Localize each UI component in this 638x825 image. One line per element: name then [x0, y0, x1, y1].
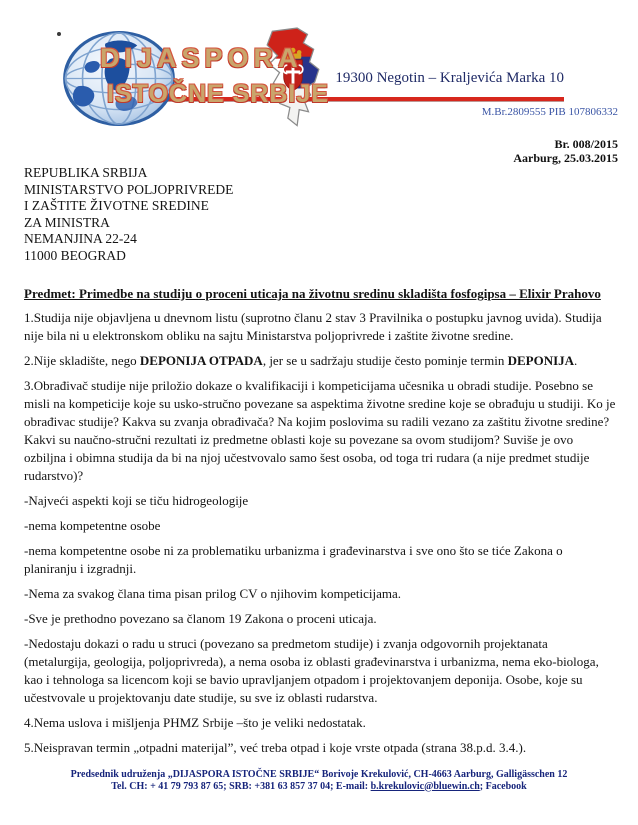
- remark-cv: -Nema za svakog člana tima pisan prilog CV o njihovim kompeticijama.: [24, 586, 402, 601]
- paragraph-2-text: , jer se u sadržaju studije često pominje termin: [262, 353, 508, 368]
- footer-president-line: Predsednik udruženja „DIJASPORA ISTOČNE SRBIJE“ Borivoje Krekulović, CH-4663 Aarburg, Galligässchen 12: [70, 769, 568, 780]
- paragraph-5: 5.Neispravan termin „otpadni materijal”, već treba otpad i koje vrste otpada (strana 38.p.d. 3.4.).: [24, 740, 527, 755]
- paragraph-2-bold-term: DEPONIJA: [507, 353, 575, 368]
- remark-missing-evidence: -Nedostaju dokazi o radu u struci (povezano sa predmetom studije) i zvanja odgovornih projektanata (metalurgija, geologija, poljoprivreda), a nema osoba iz oblasti građevinarstva i urbanizma, nema eko-biologa, kao i tehnologa sa licencom koji se bavio upravljanjem otpadom i projektovanjem deponija. Osobe, koje su učestvovale u projektovanju date studije, su sve iz oblasti rudarstva.: [24, 636, 599, 705]
- paragraph-2: [24, 352, 616, 370]
- reference-number: Br. 008/2015: [554, 137, 618, 151]
- remark-hydrogeology: -Najveći aspekti koji se tiču hidrogeologije: [24, 493, 249, 508]
- remark-article-19: -Sve je prethodno povezano sa članom 19 Zakona o proceni uticaja.: [24, 611, 377, 626]
- place-and-date: Aarburg, 25.03.2015: [513, 151, 618, 165]
- footer-facebook: ; Facebook: [479, 780, 527, 792]
- recipient-line: 11000 BEOGRAD: [24, 247, 126, 263]
- letter-footer: [0, 769, 638, 792]
- paragraph-1: 1.Studija nije objavljena u dnevnom listu (suprotno članu 2 stav 3 Pravilnika o postupku javnog uvida). Studija nije bila ni u elektronskom obliku na sajtu Ministarstva poljoprivrede i zaštite životne sredine.: [24, 310, 602, 343]
- scan-artifact-dot: [57, 32, 61, 36]
- footer-phones: Tel. CH: + 41 79 793 87 65; SRB: +381 63 857 37 04; E-mail:: [111, 780, 371, 792]
- remark-urbanism: -nema kompetentne osobe ni za problematiku urbanizma i građevinarstva i sve ono što se tiće Zakona o planiranju i izgradnji.: [24, 543, 563, 576]
- recipient-line: MINISTARSTVO POLJOPRIVREDE: [24, 181, 234, 197]
- email-link[interactable]: b.krekulovic@bluewin.ch: [370, 780, 480, 792]
- paragraph-3: 3.Obrađivač studije nije priložio dokaze o kvalifikaciji i kompeticijama učesnika u obradi studije. Posebno se misli na kompeticije koje su usko-stručno povezane sa aspektima životne sredine koje se obrađuju u studiji. Ko je obrađivac studije? Kakva su zvanja obrađivača? Na kojim poslovima su radili vezano za zaštitu životne sredine? Kakvi su naučno-stručni rezultati iz predmetne oblasti koje su povezane sa ovom studijom? Suviše je ovo ozbiljna i obimna studija da bi na njoj učestvovalo samo šest osoba, od toga tri rudara (a nije predmet studije rudarstvo)?: [24, 378, 616, 483]
- paragraph-2-text: .: [574, 353, 578, 368]
- remark-no-competent-person: -nema kompetentne osobe: [24, 518, 161, 533]
- org-address: 19300 Negotin – Kraljevića Marka 10: [335, 70, 564, 86]
- paragraph-2-bold-term: DEPONIJA OTPADA: [139, 353, 263, 368]
- recipient-line: I ZAŠTITE ŽIVOTNE SREDINE: [24, 198, 209, 213]
- paragraph-4: 4.Nema uslova i mišljenja PHMZ Srbije –što je veliki nedostatak.: [24, 715, 366, 730]
- subject-line: Predmet: Primedbe na studiju o proceni uticaja na životnu sredinu skladišta fosfogipsa – Elixir Prahovo: [24, 286, 601, 301]
- registration-numbers: M.Br.2809555 PIB 107806332: [481, 106, 618, 118]
- reference-block: [513, 137, 618, 165]
- recipient-line: NEMANJINA 22-24: [24, 231, 137, 246]
- recipient-line: REPUBLIKA SRBIJA: [24, 165, 148, 180]
- recipient-address: [24, 165, 233, 264]
- org-name-line1: DIJASPORA: [100, 43, 303, 73]
- letter-body: [24, 309, 616, 764]
- recipient-line: ZA MINISTRA: [24, 214, 110, 230]
- paragraph-2-text: 2.Nije skladište, nego: [24, 353, 140, 368]
- footer-contact-line: [0, 781, 638, 793]
- org-name-line2: ISTOČNE SRBIJE: [107, 80, 329, 108]
